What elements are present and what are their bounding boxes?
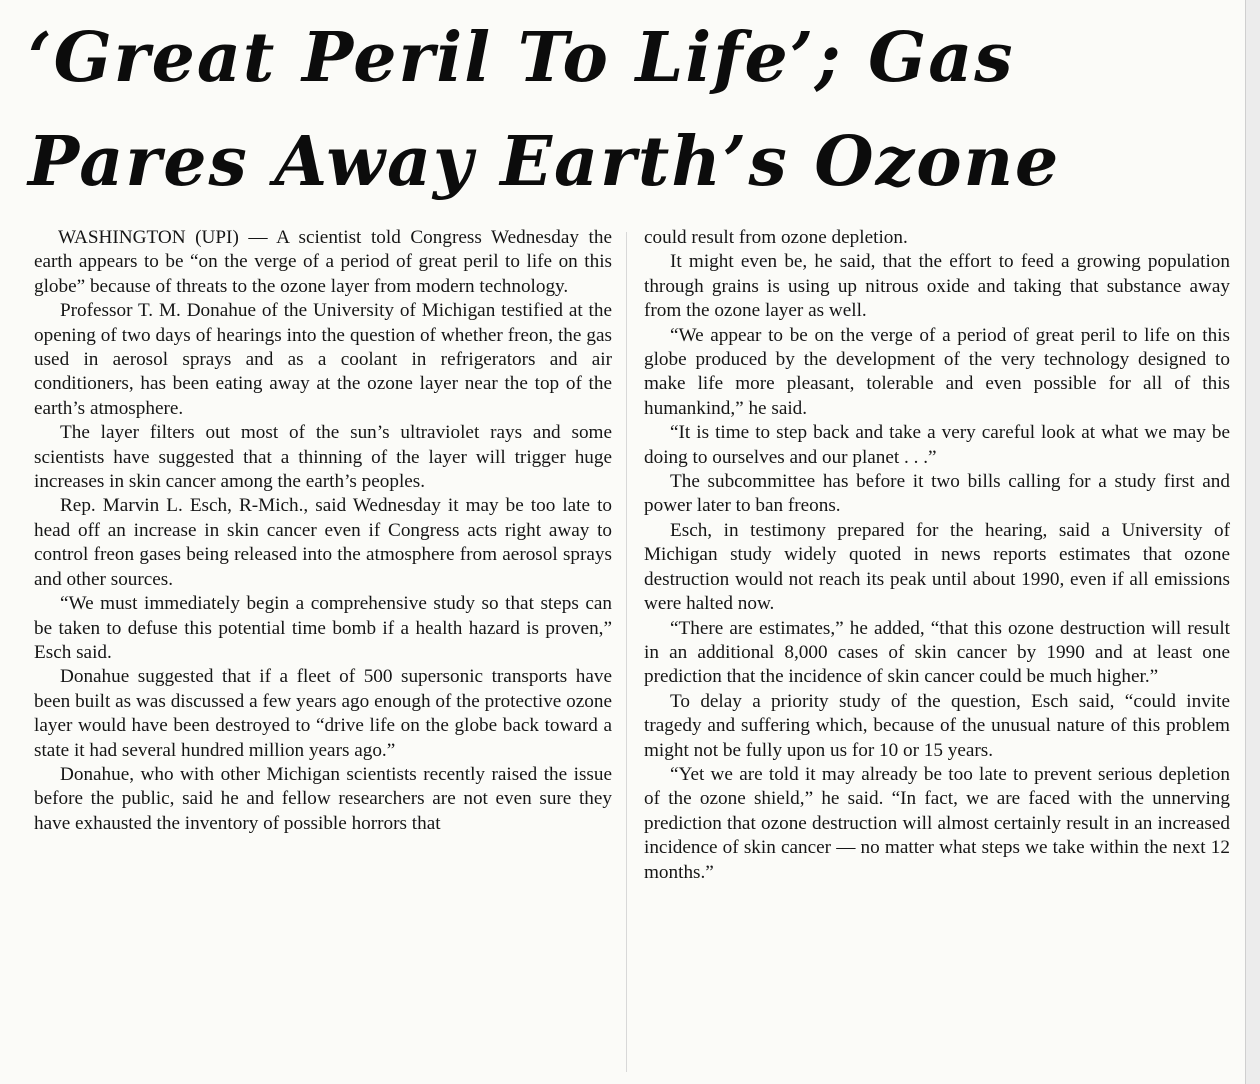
paragraph: “It is time to step back and take a very careful look at what we may be doing to ourselves and our planet . . .”: [644, 422, 1230, 468]
paragraph: Professor T. M. Donahue of the University of Michigan testified at the opening of two days of hearings into the question of whether freon, the gas used in aerosol sprays and as a coolant in refrigerators and air conditioners, has been eating away at the ozone layer near the top of the earth’s atmosphere.: [34, 300, 612, 419]
column-divider: [626, 232, 627, 1072]
article-column-left: [34, 226, 612, 836]
scan-edge: [1245, 0, 1260, 1084]
paragraph: Donahue, who with other Michigan scientists recently raised the issue before the public, said he and fellow researchers are not even sure they have exhausted the inventory of possible horrors that: [34, 763, 612, 834]
paragraph: “We must immediately begin a comprehensive study so that steps can be taken to defuse this potential time bomb if a health hazard is proven,” Esch said.: [34, 593, 612, 663]
paragraph: “We appear to be on the verge of a period of great peril to life on this globe produced by the development of the very technology designed to make life more pleasant, tolerable and even possible for all of this humankind,” he said.: [644, 324, 1230, 419]
article-column-right: [644, 226, 1230, 885]
headline-line-1: ‘Great Peril To Life’; Gas: [28, 18, 1015, 98]
paragraph: Esch, in testimony prepared for the hearing, said a University of Michigan study widely quoted in news reports estimates that ozone destruction would not reach its peak until about 1990, even if all emissions were halted now.: [644, 519, 1230, 615]
paragraph: “Yet we are told it may already be too late to prevent serious depletion of the ozone shield,” he said. “In fact, we are faced with the unnerving prediction that ozone destruction will almost certainly result in an increased incidence of skin cancer — no matter what steps we take within the next 12 months.”: [644, 763, 1230, 883]
paragraph: To delay a priority study of the question, Esch said, “could invite tragedy and suffering which, because of the unusual nature of this problem might not be fully upon us for 10 or 15 years.: [644, 690, 1230, 761]
headline: [28, 6, 1228, 214]
paragraph: Rep. Marvin L. Esch, R-Mich., said Wednesday it may be too late to head off an increase in skin cancer even if Congress acts right away to control freon gases being released into the atmosphere from aerosol sprays and other sources.: [34, 495, 612, 590]
headline-line-2: Pares Away Earth’s Ozone: [28, 122, 1061, 202]
paragraph: “There are estimates,” he added, “that this ozone destruction will result in an additional 8,000 cases of skin cancer by 1990 and at least one prediction that the incidence of skin cancer could be much higher.”: [644, 617, 1230, 688]
paragraph: could result from ozone depletion.: [644, 227, 908, 248]
paragraph: The layer filters out most of the sun’s ultraviolet rays and some scientists have suggested that a thinning of the layer will trigger huge increases in skin cancer among the earth’s peoples.: [34, 422, 612, 493]
paragraph: The subcommittee has before it two bills calling for a study first and power later to ban freons.: [644, 471, 1230, 517]
paragraph: WASHINGTON (UPI) — A scientist told Congress Wednesday the earth appears to be “on the verge of a period of great peril to life on this globe” because of threats to the ozone layer from modern technology.: [34, 227, 612, 297]
paragraph: It might even be, he said, that the effort to feed a growing population through grains is using up nitrous oxide and taking that substance away from the ozone layer as well.: [644, 251, 1230, 322]
paragraph: Donahue suggested that if a fleet of 500 supersonic transports have been built as was discussed a few years ago enough of the protective ozone layer would have been destroyed to “drive life on the globe back toward a state it had several hundred million years ago.”: [34, 666, 612, 761]
